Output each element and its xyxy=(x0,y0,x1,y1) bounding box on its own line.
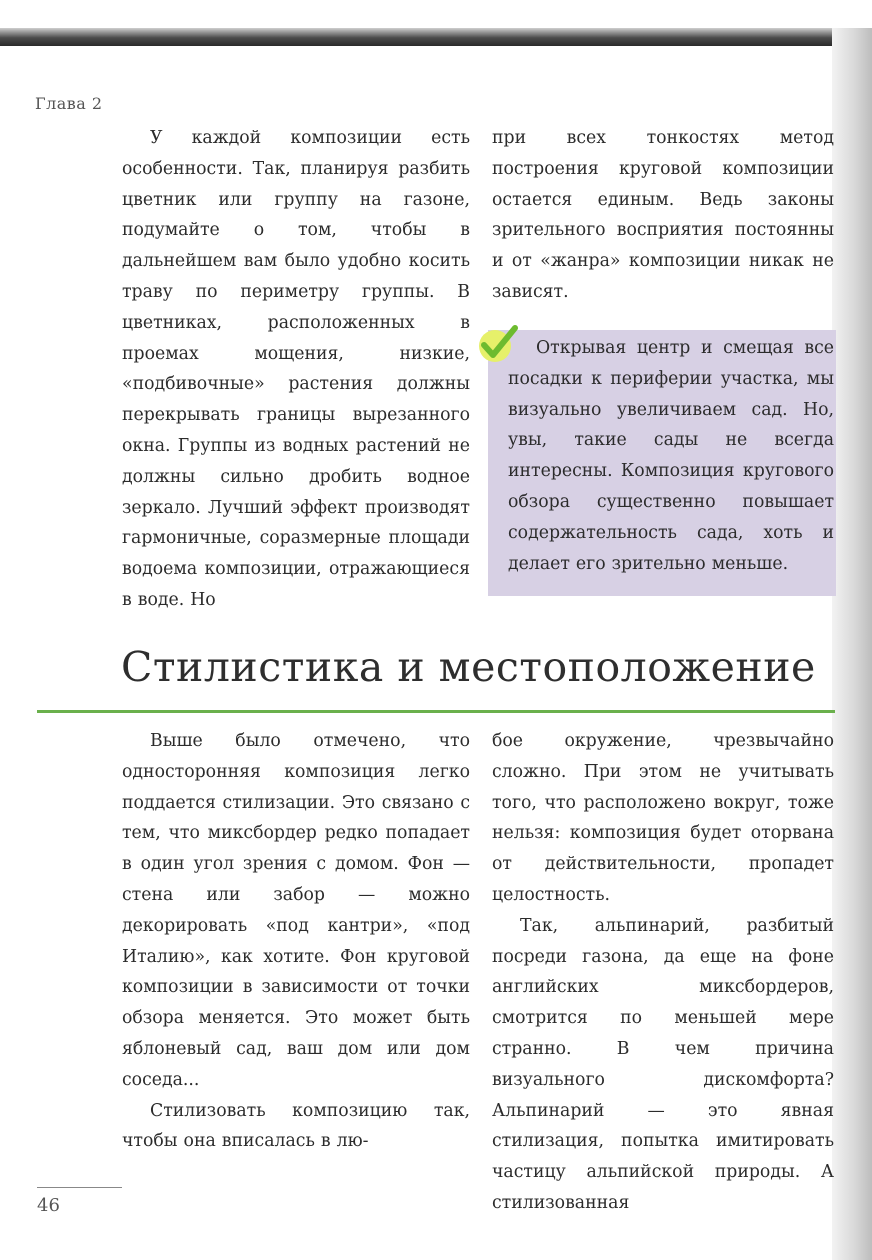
body-column-bottom-right xyxy=(492,726,834,1219)
highlight-text: Открывая центр и смещая все посадки к периферии участка, мы визуально увеличиваем сад. Но, увы, такие сады не всегда интересны. Композиция кругового обзора существенно повышает содержательность сада, хоть и делает его зрительно меньше. xyxy=(508,338,834,574)
section-title: Стилистика и местоположение xyxy=(121,643,816,691)
body-column-bottom-left xyxy=(122,726,470,1157)
paragraph: Выше было отмечено, что односторонняя композиция легко поддается стилизации. Это связано с тем, что миксбордер редко попадает в один угол зрения с домом. Фон — стена или забор — можно декорировать «под кантри», «под Италию», как хотите. Фон круговой композиции в зависимости от точки обзора меняется. Это может быть яблоневый сад, ваш дом или дом соседа... xyxy=(122,731,470,1090)
body-column-top-right xyxy=(492,123,834,308)
running-head: Глава 2 xyxy=(35,94,103,113)
paragraph: Стилизовать композицию так, чтобы она вписалась в лю- xyxy=(122,1100,470,1152)
page-right-shadow xyxy=(832,28,872,1260)
paragraph: при всех тонкостях метод построения круговой композиции остается единым. Ведь законы зрительного восприятия постоянны и от «жанра» композиции никак не зависят. xyxy=(492,128,834,302)
page-number: 46 xyxy=(37,1195,60,1216)
paragraph: У каждой композиции есть особенности. Так, планируя разбить цветник или группу на газоне, подумайте о том, чтобы в дальнейшем вам было удобно косить траву по периметру группы. В цветниках, расположенных в проемах мощения, низкие, «подбивочные» растения должны перекрывать границы вырезанного окна. Группы из водных растений не должны сильно дробить водное зеркало. Лучший эффект производят гармоничные, соразмерные площади водоема композиции, отражающиеся в воде. Но xyxy=(122,128,470,610)
footer-rule xyxy=(37,1187,122,1188)
check-icon xyxy=(476,322,520,366)
highlight-box-text-column xyxy=(508,333,834,579)
paragraph: Так, альпинарий, разбитый посреди газона, да еще на фоне английских миксбордеров, смотрится по меньшей мере странно. В чем причина визуального дискомфорта? Альпинарий — это явная стилизация, попытка имитировать частицу альпийской природы. А стилизованная xyxy=(492,915,834,1213)
body-column-top-left xyxy=(122,123,470,616)
page-top-edge xyxy=(0,28,872,46)
paragraph: бое окружение, чрезвычайно сложно. При этом не учитывать того, что расположено вокруг, тоже нельзя: композиция будет оторвана от действительности, пропадет целостность. xyxy=(492,731,834,905)
section-divider xyxy=(37,710,835,713)
